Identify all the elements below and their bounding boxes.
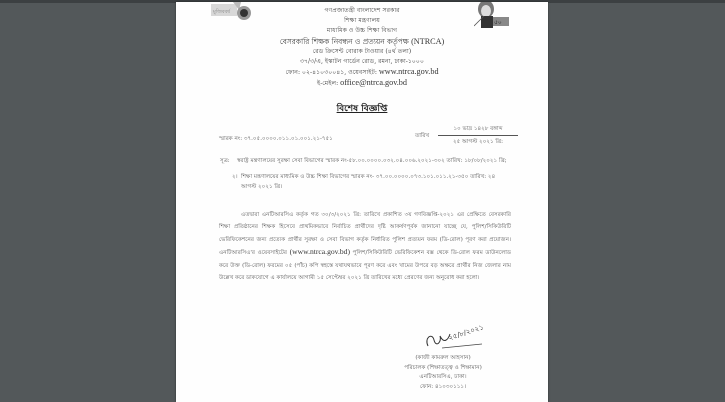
svg-text:মুজিববর্ষ: মুজিববর্ষ xyxy=(213,9,231,15)
ministry-name: শিক্ষা মন্ত্রণালয় xyxy=(344,17,380,25)
website-link[interactable]: (www.ntrca.gov.bd) xyxy=(289,247,350,257)
street-address: ৩৭/৩/এ, ইস্কাটন গার্ডেন রোড, রমনা, ঢাকা-১০০০ xyxy=(300,58,424,66)
date-block xyxy=(415,125,518,147)
signatory-name: (কাজী কামরুল আহসান) xyxy=(415,355,471,361)
reference-label: সূত্র: xyxy=(220,158,230,164)
svg-text:৫০: ৫০ xyxy=(494,19,502,26)
handwritten-signature-icon xyxy=(422,320,488,354)
letterhead xyxy=(176,6,548,90)
building-address: রেড ক্রিসেন্ট বোরাক টাওয়ার (৪র্থ তলা) xyxy=(312,47,412,55)
signatory-designation: পরিচালক (শিক্ষাতত্ত্ব ও শিক্ষামান) xyxy=(404,364,482,371)
signatory-phone: ফোন: ৪১০৩০১১১। xyxy=(419,383,467,390)
references xyxy=(220,156,510,192)
signature-block xyxy=(388,354,498,392)
notice-body: এতদ্বারা এনটিআরসিএ কর্তৃক গত ৩০/৩/২০২১ খ্রি: তারিখে প্রকাশিত ৩য় গণবিজ্ঞপ্তি-২০২১ এর প্রেক্ষিতে বেসরকারি শিক্ষা প্রতিষ্ঠানের শিক্ষক হিসেবে প্রাথমিকভাবে নির্বাচিত প্রার্থীদের দৃষ্টি আকর্ষণপূর্বক জানানো যাচ্ছে যে, পুলিশ/সিকিউরিটি ভেরিফিকেশনের জন্য প্রত্যেক প্রার্থীর সুরক্ষা ও সেবা বিভাগ কর্তৃক নির্ধারিত পুলিশ প্রত্যয়ন ফরম (ডি-রোল) পূরণ করা প্রয়োজন। এনটিআরসিএ'র ওয়েবসাইটের (www.ntrca.gov.bd) পুলিশ/সিকিউরিটি ভেরিফিকেশন বক্স থেকে ডি-রোল ফরম ডাউনলোড করে উক্ত (ডি-রোল) ফরমের ০৫ (পাঁচ) কপি স্বহস্তে যথাযথভাবে পূরণ করে এবং খামের উপরে বড় অক্ষরে প্রার্থীর নিজ জেলার নাম উল্লেখ করে ডাকযোগে এ কার্যালয়ে আগামী ১৫ সেপ্টেম্বর ২০২১ খ্রি তারিখের মধ্যে প্রেরণের জন্য অনুরোধ করা হলো। xyxy=(219,212,511,282)
date-label: তারিখ xyxy=(415,133,430,139)
date-bangla: ১০ ভাদ্র ১৪২৮ বঙ্গাব্দ xyxy=(438,125,518,136)
govt-name: গণপ্রজাতন্ত্রী বাংলাদেশ সরকার xyxy=(324,7,400,14)
division-name: মাধ্যমিক ও উচ্চ শিক্ষা বিভাগ xyxy=(326,27,398,35)
document-page xyxy=(176,2,548,402)
website-link[interactable]: www.ntrca.gov.bd xyxy=(378,67,439,77)
svg-text:২৫/৮/২০২১: ২৫/৮/২০২১ xyxy=(447,323,485,343)
signatory-office: এনটিআরসিএ, ঢাকা। xyxy=(419,374,467,380)
date-english: ২৫ আগস্ট ২০২১ খ্রি: xyxy=(452,139,504,145)
reference-item: ২। শিক্ষা মন্ত্রণালয়ের মাধ্যমিক ও উচ্চ শিক্ষা বিভাগের স্মারক নং- ৩৭.০০.০০০০.০৭৩.১০১.০১১.২১-৩৫০ তারিখ: ২৪ আগস্ট ২০২১ খ্রি। xyxy=(232,174,496,190)
email-link[interactable]: office@ntrca.gov.bd xyxy=(340,78,407,88)
notice-title: বিশেষ বিজ্ঞপ্তি xyxy=(336,104,388,114)
email-line: ই-মেইল: office@ntrca.gov.bd xyxy=(316,78,407,88)
organization-name: বেসরকারি শিক্ষক নিবন্ধন ও প্রত্যয়ন কর্তৃপক্ষ (NTRCA) xyxy=(279,36,445,46)
reference-item: সূত্র: স্বরাষ্ট্র মন্ত্রণালয়ের সুরক্ষা সেবা বিভাগের স্মারক নং-৫৮.০০.০০০০.০৩২.০৪.০০৬.২০২১-৩০২ তারিখ: ১৮/০৮/২০২১ খ্রি; xyxy=(220,158,507,164)
memo-number: স্মারক নং: ৩৭.০৫.০০০০.০১১.০১.০০১.২১-৭৫১ xyxy=(219,136,333,142)
contact-line: ফোন: ০২-৪১০৩০০৪১, ওয়েবসাইট: www.ntrca.gov.bd xyxy=(285,67,439,77)
